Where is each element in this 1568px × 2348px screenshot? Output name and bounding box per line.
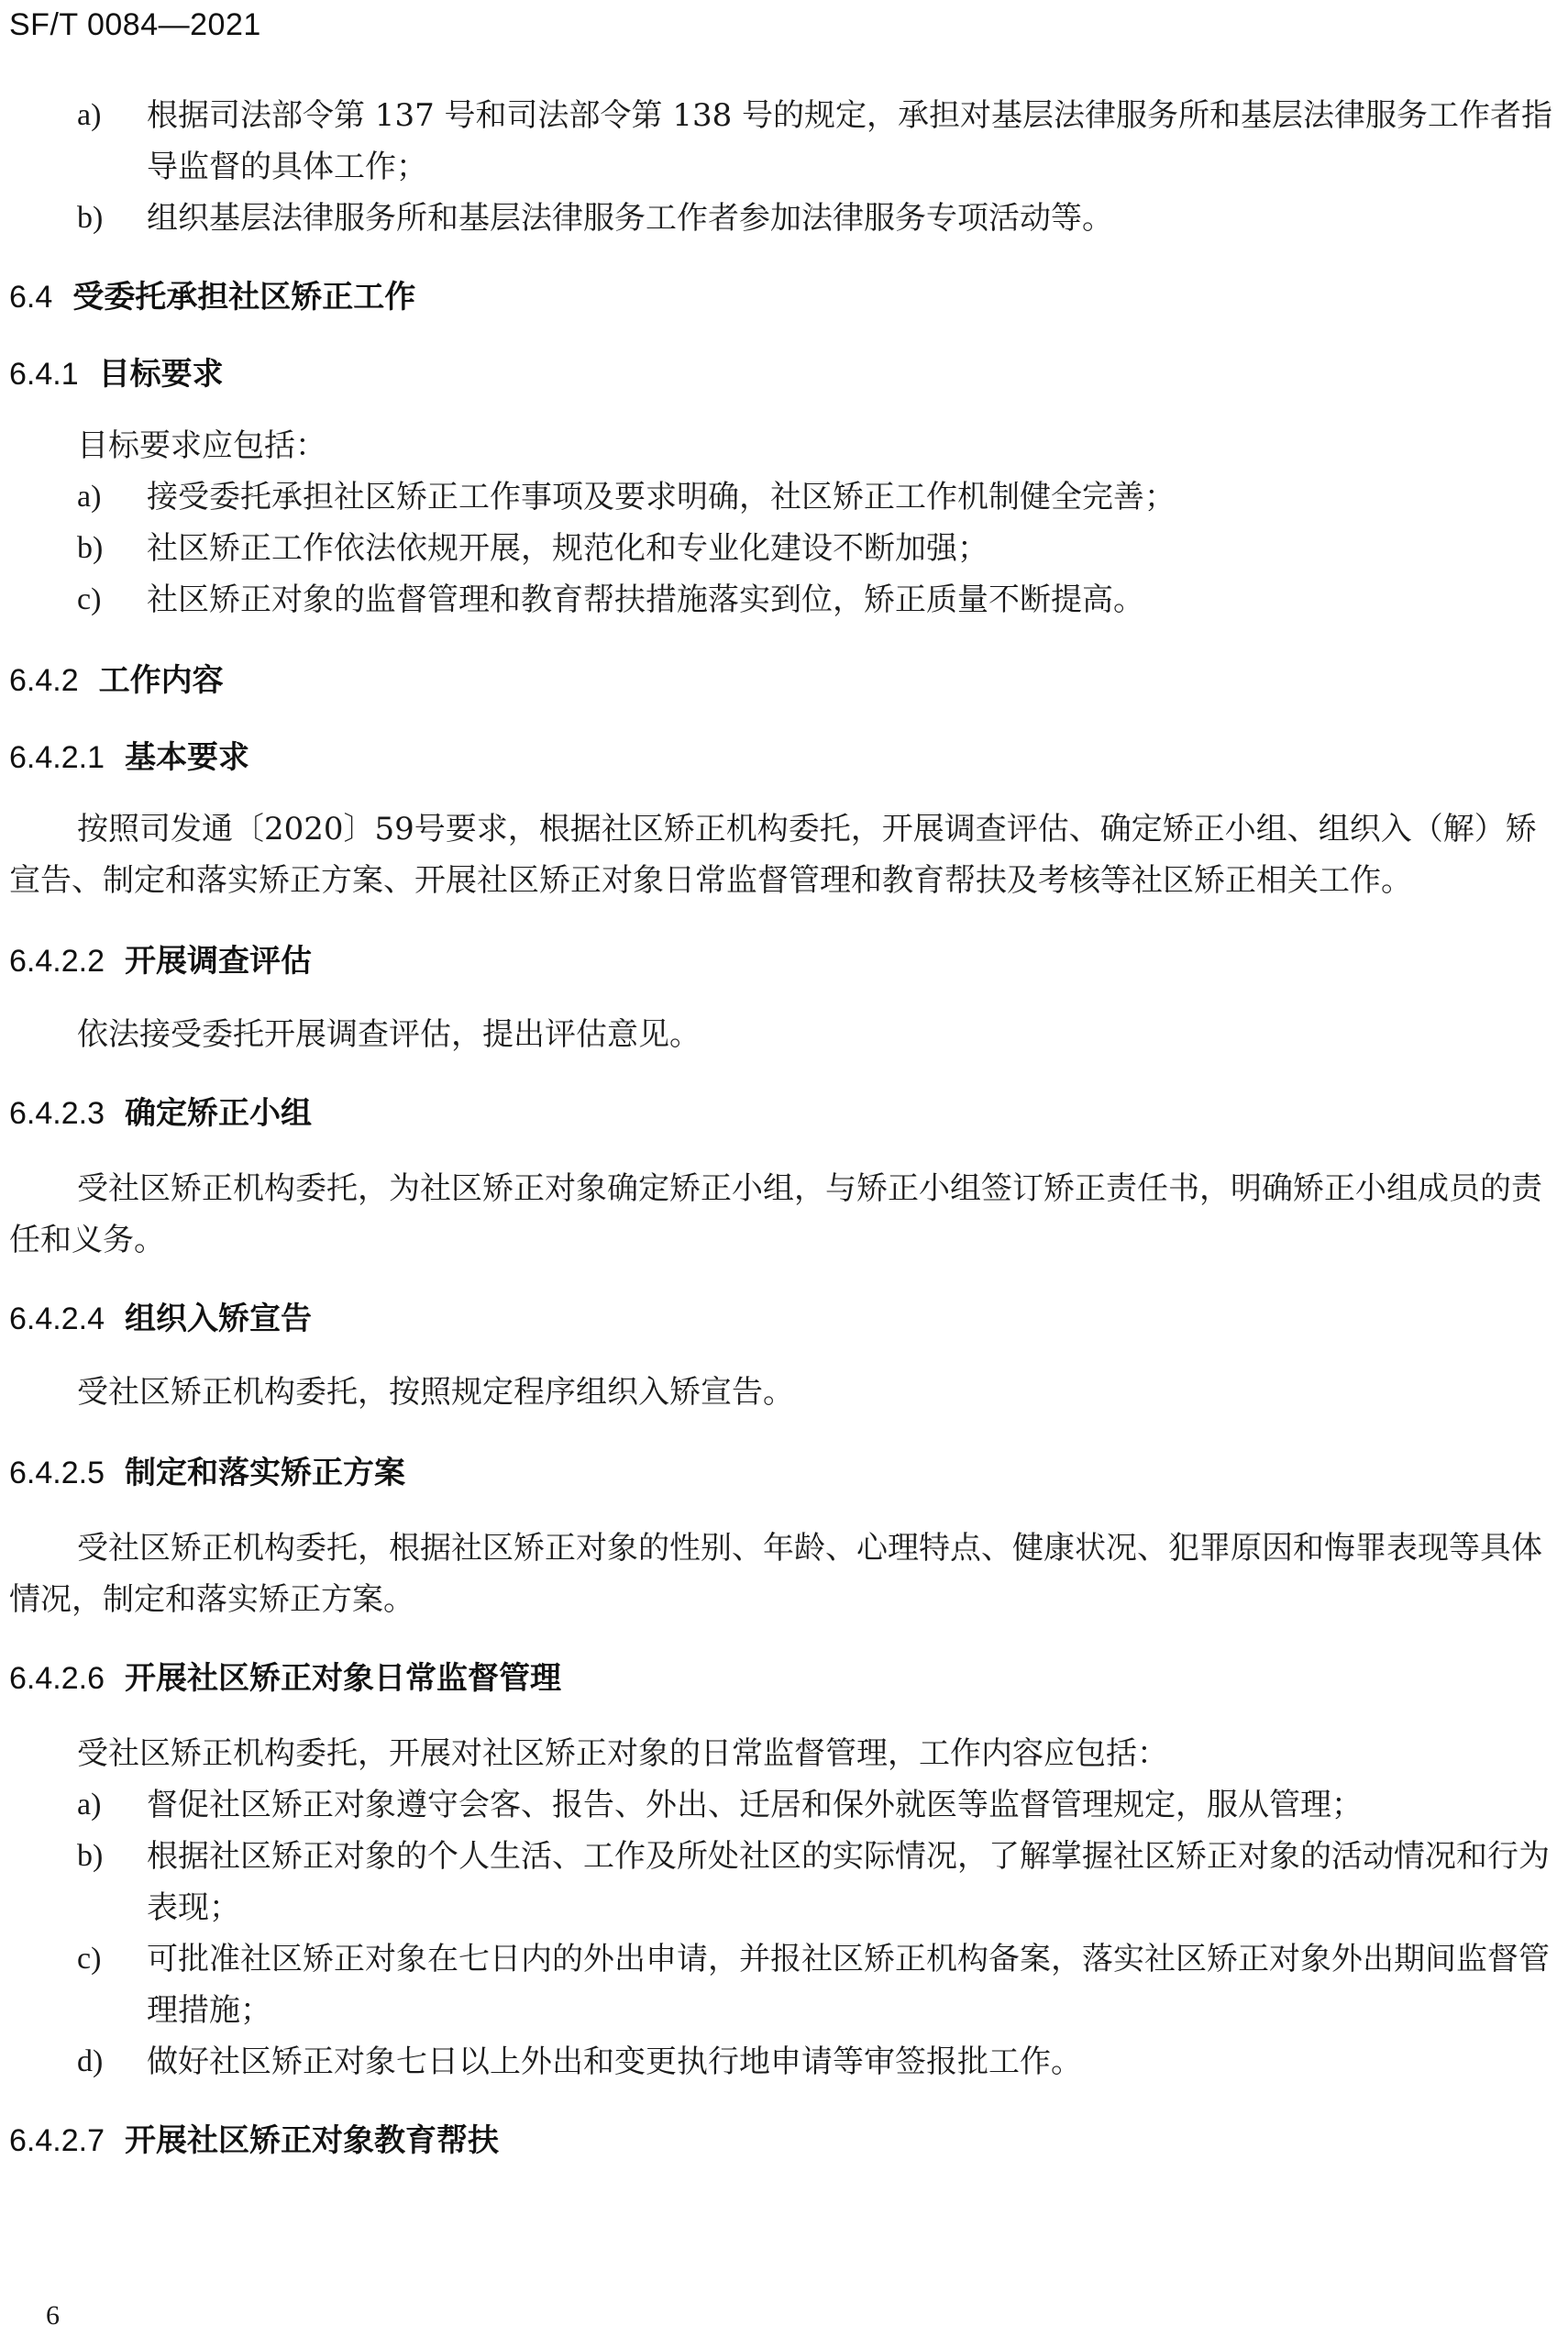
document-code: SF/T 0084—2021 [9,7,261,42]
paragraph: 受社区矫正机构委托，为社区矫正对象确定矫正小组，与矫正小组签订矫正责任书，明确矫正小组成员的责任和义务。 [9,1170,1542,1258]
list-item [77,1779,1562,1831]
list-item [77,471,1562,523]
section-title: 工作内容 [98,662,224,699]
paragraph: 受社区矫正机构委托，根据社区矫正对象的性别、年龄、心理特点、健康状况、犯罪原因和悔罪表现等具体情况，制定和落实矫正方案。 [9,1530,1542,1618]
section-heading [9,1653,561,1698]
section-number: 6.4.1 [9,357,79,392]
list-item [77,193,1562,244]
paragraph: 目标要求应包括： [77,427,326,464]
list-marker: d) [77,2044,104,2078]
list-item [77,1831,1562,1933]
section-number: 6.4 [9,280,53,315]
paragraph: 按照司发通〔2020〕59号要求，根据社区矫正机构委托，开展调查评估、确定矫正小组、组织入（解）矫宣告、制定和落实矫正方案、开展社区矫正对象日常监督管理和教育帮扶及考核等社区矫正相关工作。 [9,811,1537,899]
section-heading [9,349,224,393]
section-heading [9,732,249,777]
section-heading [9,2115,499,2160]
section-number: 6.4.2.7 [9,2123,105,2158]
section-heading [9,271,415,316]
list-text: 根据社区矫正对象的个人生活、工作及所处社区的实际情况，了解掌握社区矫正对象的活动情况和行为表现； [147,1838,1550,1926]
section-title: 开展调查评估 [124,943,312,980]
section-number: 6.4.2 [9,663,79,698]
list-item [77,523,1562,574]
list-marker: a) [77,98,102,132]
section-title: 制定和落实矫正方案 [124,1455,405,1491]
list-marker: b) [77,201,104,235]
list-text: 组织基层法律服务所和基层法律服务工作者参加法律服务专项活动等。 [147,200,1113,237]
list-marker: c) [77,1942,102,1976]
list-item [77,1933,1562,2036]
paragraph: 受社区矫正机构委托，开展对社区矫正对象的日常监督管理，工作内容应包括： [77,1735,1168,1772]
list-item [77,90,1562,193]
list-marker: b) [77,531,104,565]
section-heading [9,1088,312,1133]
list-item [77,2036,1562,2088]
list-text: 社区矫正工作依法依规开展，规范化和专业化建设不断加强； [147,530,988,567]
section-heading [9,1447,405,1492]
section-heading [9,936,312,980]
section-title: 基本要求 [124,739,249,776]
section-heading [9,655,224,700]
list-text: 可批准社区矫正对象在七日内的外出申请，并报社区矫正机构备案，落实社区矫正对象外出期间监督管理措施； [147,1941,1550,2029]
section-number: 6.4.2.6 [9,1661,105,1696]
section-number: 6.4.2.1 [9,740,105,775]
list-text: 社区矫正对象的监督管理和教育帮扶措施落实到位，矫正质量不断提高。 [147,581,1144,618]
section-number: 6.4.2.3 [9,1096,105,1131]
section-number: 6.4.2.4 [9,1301,105,1336]
paragraph: 受社区矫正机构委托，按照规定程序组织入矫宣告。 [77,1374,794,1411]
list-text: 根据司法部令第 137 号和司法部令第 138 号的规定，承担对基层法律服务所和基层法律服务工作者指导监督的具体工作； [147,97,1553,185]
section-title: 目标要求 [98,356,224,393]
section-title: 组织入矫宣告 [124,1301,312,1337]
section-title: 确定矫正小组 [124,1095,312,1132]
list-marker: c) [77,582,102,616]
section-heading [9,1293,312,1338]
list-marker: a) [77,1788,102,1822]
section-title: 开展社区矫正对象日常监督管理 [124,1660,561,1697]
list-marker: b) [77,1839,104,1873]
paragraph: 依法接受委托开展调查评估，提出评估意见。 [77,1016,701,1053]
section-title: 开展社区矫正对象教育帮扶 [124,2122,499,2159]
list-marker: a) [77,480,102,514]
list-text: 做好社区矫正对象七日以上外出和变更执行地申请等审签报批工作。 [147,2043,1082,2080]
section-title: 受委托承担社区矫正工作 [72,279,416,316]
page-number: 6 [46,2300,60,2331]
list-item [77,574,1562,626]
section-number: 6.4.2.2 [9,944,105,979]
section-number: 6.4.2.5 [9,1456,105,1490]
list-text: 督促社区矫正对象遵守会客、报告、外出、迁居和保外就医等监督管理规定，服从管理； [147,1787,1363,1823]
list-text: 接受委托承担社区矫正工作事项及要求明确，社区矫正工作机制健全完善； [147,479,1176,515]
